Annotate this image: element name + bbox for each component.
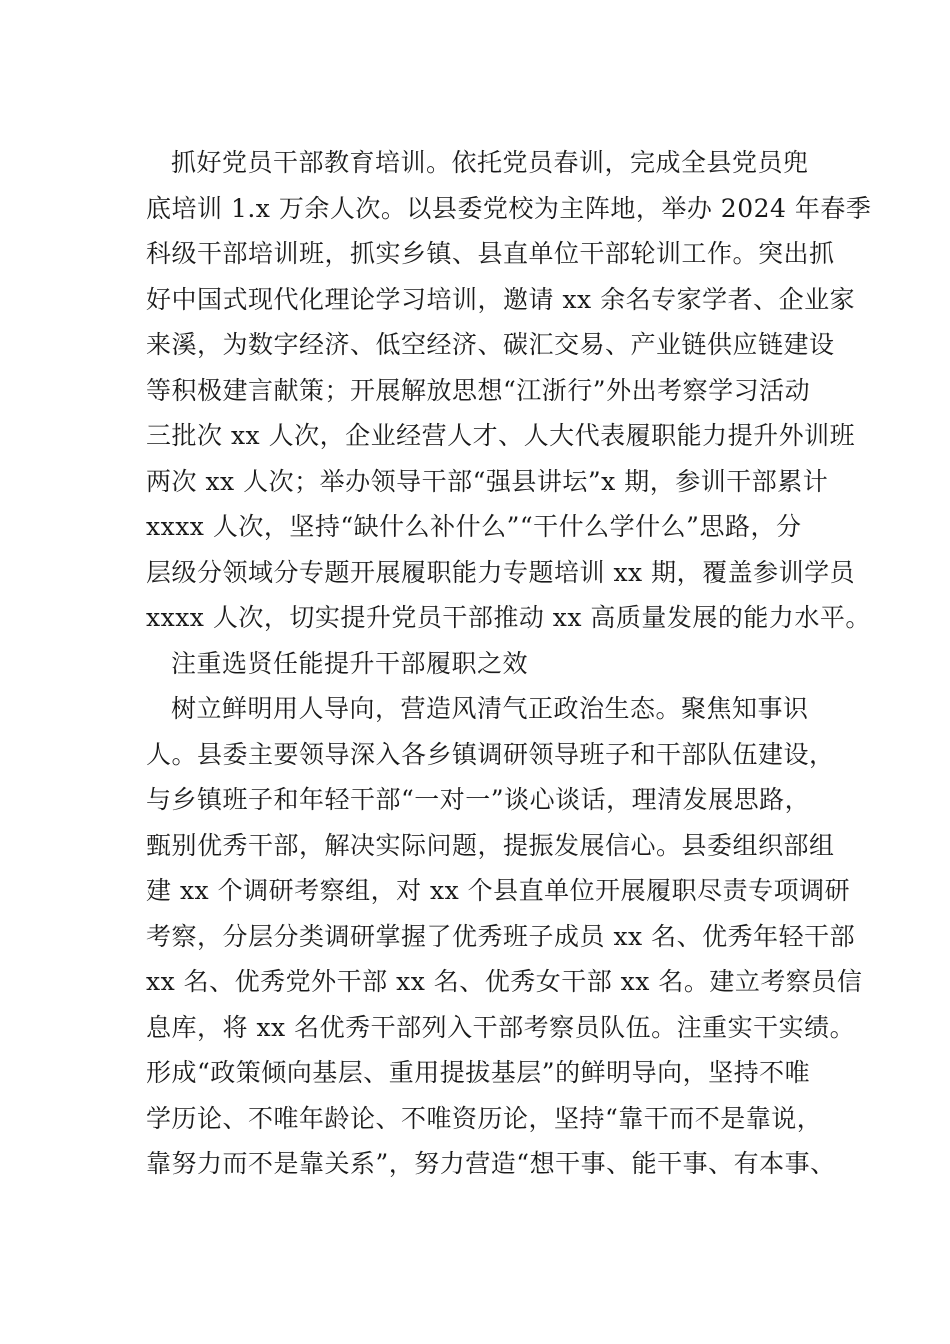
section-heading: [146, 641, 836, 687]
paragraph-cadre-selection: [146, 686, 863, 1187]
text-line: 息库，将 xx 名优秀干部列入干部考察员队伍。注重实干实绩。: [146, 1012, 856, 1042]
paragraph-education-training: [146, 140, 872, 641]
text-line: 学历论、不唯年龄论、不唯资历论，坚持“靠干而不是靠说，: [146, 1103, 823, 1133]
text-line: 好中国式现代化理论学习培训，邀请 xx 余名专家学者、企业家: [146, 284, 856, 314]
text-line: 建 xx 个调研考察组，对 xx 个县直单位开展履职尽责专项调研: [146, 876, 851, 905]
text-line: 两次 xx 人次；举办领导干部“强县讲坛”x 期，参训干部累计: [146, 466, 829, 496]
text-line: 抓好党员干部教育培训。依托党员春训，完成全县党员兜: [171, 148, 809, 177]
text-line: xxxx 人次，坚持“缺什么补什么”“干什么学什么”思路，分: [146, 512, 802, 541]
text-line: 树立鲜明用人导向，营造风清气正政治生态。聚焦知事识: [171, 694, 809, 723]
document-body: [146, 140, 872, 1187]
text-line: xxxx 人次，切实提升党员干部推动 xx 高质量发展的能力水平。: [146, 603, 871, 632]
text-line: 人。县委主要领导深入各乡镇调研领导班子和干部队伍建设，: [146, 739, 835, 769]
text-line: 与乡镇班子和年轻干部“一对一”谈心谈话，理清发展思路，: [146, 785, 811, 814]
text-line: 甄别优秀干部，解决实际问题，提振发展信心。县委组织部组: [146, 830, 835, 860]
text-line: xx 名、优秀党外干部 xx 名、优秀女干部 xx 名。建立考察员信: [146, 967, 863, 996]
text-line: 三批次 xx 人次，企业经营人才、人大代表履职能力提升外训班: [146, 421, 856, 450]
text-line: 底培训 1.x 万余人次。以县委党校为主阵地，举办 2024 年春季: [146, 193, 872, 223]
text-line: 形成“政策倾向基层、重用提拔基层”的鲜明导向，坚持不唯: [146, 1058, 811, 1087]
text-line: 科级干部培训班，抓实乡镇、县直单位干部轮训工作。突出抓: [146, 239, 835, 268]
text-line: 靠努力而不是靠关系”，努力营造“想干事、能干事、有本事、: [146, 1149, 836, 1178]
text-line: 考察，分层分类调研掌握了优秀班子成员 xx 名、优秀年轻干部: [146, 921, 856, 951]
heading-text: 注重选贤任能提升干部履职之效: [171, 648, 529, 678]
text-line: 层级分领域分专题开展履职能力专题培训 xx 期，覆盖参训学员: [146, 557, 856, 587]
text-line: 来溪，为数字经济、低空经济、碳汇交易、产业链供应链建设: [146, 330, 835, 359]
text-line: 等积极建言献策；开展解放思想“江浙行”外出考察学习活动: [146, 375, 811, 405]
